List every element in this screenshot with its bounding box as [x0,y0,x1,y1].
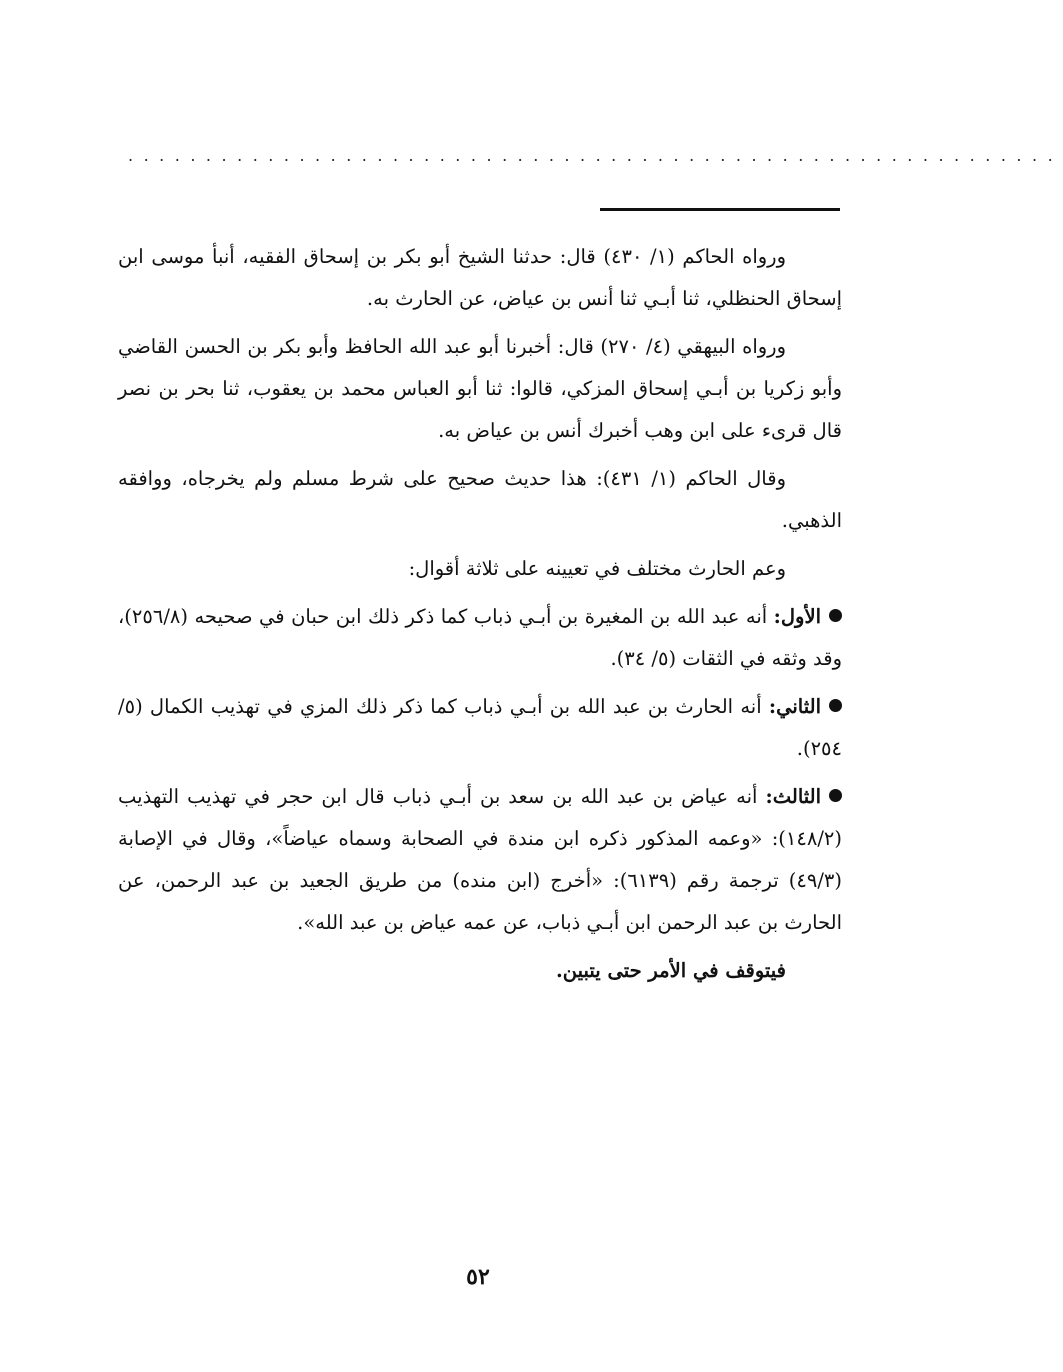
list-item-label: الثالث: [765,785,822,808]
list-item-text: أنه عياض بن عبد الله بن سعد بن أبـي ذباب قال ابن حجر في تهذيب التهذيب (١٤٨/٢): «وعمه المذكور ذكره ابن مندة في الصحابة وسماه عياضاً»، وقال في الإصابة (٤٩/٣) ترجمة رقم (٦١٣٩): «أخرج (ابن منده) من طريق الجعيد بن عبد الرحمن، عن الحارث بن عبد الرحمن ابن أبـي ذباب، عن عمه عياض بن عبد الله». [118,785,843,934]
paragraph-uncle-intro: وعم الحارث مختلف في تعيينه على ثلاثة أقوال: [408,557,786,580]
paragraph-hakim-grading: وقال الحاكم (١/ ٤٣١): هذا حديث صحيح على شرط مسلم ولم يخرجاه، ووافقه الذهبي. [118,467,842,532]
footnote-body [118,236,842,998]
page-number: ٥٢ [466,1264,490,1290]
list-item-second-opinion [118,686,842,770]
list-item-third-opinion [118,776,842,944]
list-item-first-opinion [118,596,842,680]
list-item-label: الثاني: [768,695,821,718]
paragraph-hakim-narration: ورواه الحاكم (١/ ٤٣٠) قال: حدثنا الشيخ أبو بكر بن إسحاق الفقيه، أنبأ موسى ابن إسحاق الحنظلي، ثنا أبـي ثنا أنس بن عياض، عن الحارث به. [118,245,842,310]
bullet-icon [829,789,842,802]
paragraph-conclusion: فيتوقف في الأمر حتى يتبين. [555,959,786,982]
paragraph-bayhaqi-narration: ورواه البيهقي (٤/ ٢٧٠) قال: أخبرنا أبو عبد الله الحافظ وأبو بكر بن الحسن القاضي وأبو زكريا بن أبـي إسحاق المزكي، قالوا: ثنا أبو العباس محمد بن يعقوب، ثنا بحر بن نصر قال قرىء على ابن وهب أخبرك أنس بن عياض به. [118,335,842,442]
list-item-text: أنه عبد الله بن المغيرة بن أبـي ذباب كما ذكر ذلك ابن حبان في صحيحه (٢٥٦/٨)، وقد وثقه في الثقات (٥/ ٣٤). [118,605,842,670]
bullet-icon [829,609,842,622]
list-item-text: أنه الحارث بن عبد الله بن أبـي ذباب كما ذكر ذلك المزي في تهذيب الكمال (٥/ ٢٥٤). [118,695,842,760]
footnote-rule [600,208,840,211]
list-item-label: الأول: [773,605,821,628]
dotted-separator: ............................................................ [128,146,1063,165]
bullet-icon [829,699,842,712]
